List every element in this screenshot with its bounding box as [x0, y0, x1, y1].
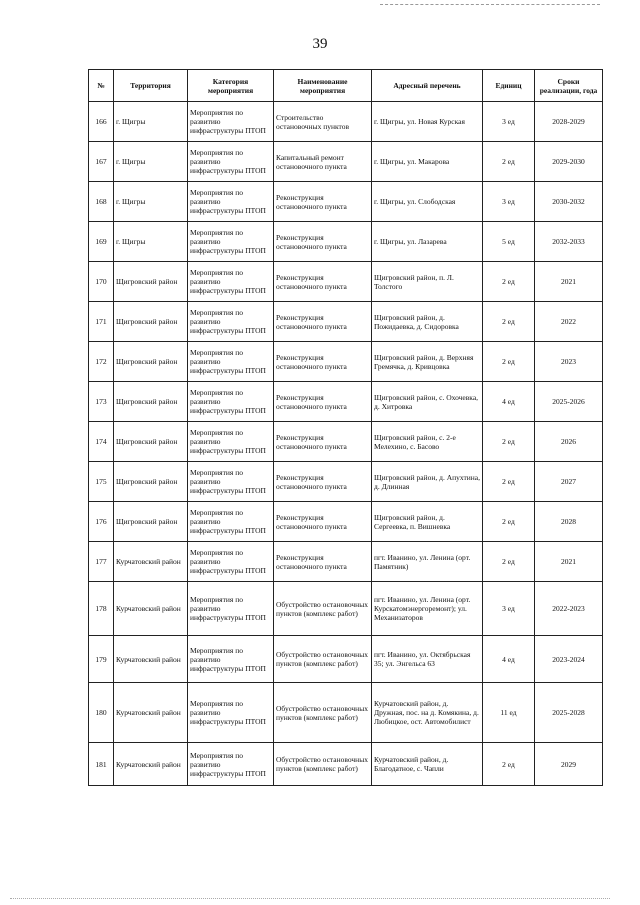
cell-units: 2 ед: [483, 342, 535, 382]
header-territory: Территория: [114, 70, 188, 102]
cell-address: Щигровский район, с. 2-е Мелехино, с. Басово: [372, 422, 483, 462]
cell-territory: г. Щигры: [114, 182, 188, 222]
table-row: [89, 142, 603, 182]
cell-name: Обустройство остановочных пунктов (комплекс работ): [274, 683, 372, 743]
cell-units: 2 ед: [483, 422, 535, 462]
cell-category: Мероприятия по развитию инфраструктуры ПТОП: [188, 542, 274, 582]
header-category: Категория мероприятия: [188, 70, 274, 102]
cell-name: Реконструкция остановочного пункта: [274, 502, 372, 542]
cell-address: г. Щигры, ул. Новая Курская: [372, 102, 483, 142]
cell-num: 168: [89, 182, 114, 222]
cell-territory: г. Щигры: [114, 142, 188, 182]
table-row: [89, 102, 603, 142]
cell-num: 175: [89, 462, 114, 502]
cell-territory: Щигровский район: [114, 422, 188, 462]
cell-num: 174: [89, 422, 114, 462]
header-num: №: [89, 70, 114, 102]
cell-category: Мероприятия по развитию инфраструктуры ПТОП: [188, 222, 274, 262]
cell-name: Строительство остановочных пунктов: [274, 102, 372, 142]
cell-address: пгт. Иванино, ул. Ленина (орт. Курскатомэнергоремонт); ул. Механизаторов: [372, 582, 483, 636]
cell-territory: г. Щигры: [114, 102, 188, 142]
cell-num: 171: [89, 302, 114, 342]
header-units: Единиц: [483, 70, 535, 102]
table-header-row: [89, 70, 603, 102]
table-row: [89, 542, 603, 582]
cell-dates: 2025-2026: [535, 382, 603, 422]
cell-address: Курчатовский район, д. Дружная, пос. на д. Комякина, д. Любицкое, ост. Автомобилист: [372, 683, 483, 743]
cell-name: Реконструкция остановочного пункта: [274, 302, 372, 342]
page-number: 39: [312, 36, 328, 52]
cell-territory: Щигровский район: [114, 262, 188, 302]
cell-name: Реконструкция остановочного пункта: [274, 462, 372, 502]
cell-category: Мероприятия по развитию инфраструктуры ПТОП: [188, 102, 274, 142]
cell-address: Щигровский район, д. Верхняя Гремячка, д. Кривцовка: [372, 342, 483, 382]
cell-num: 180: [89, 683, 114, 743]
table-row: [89, 182, 603, 222]
cell-name: Обустройство остановочных пунктов (комплекс работ): [274, 743, 372, 786]
cell-dates: 2025-2028: [535, 683, 603, 743]
table-row: [89, 582, 603, 636]
cell-address: Щигровский район, д. Сергеевка, п. Вишневка: [372, 502, 483, 542]
header-name: Наименование мероприятия: [274, 70, 372, 102]
cell-territory: Курчатовский район: [114, 542, 188, 582]
cell-category: Мероприятия по развитию инфраструктуры ПТОП: [188, 182, 274, 222]
cell-territory: Щигровский район: [114, 302, 188, 342]
cell-name: Реконструкция остановочного пункта: [274, 342, 372, 382]
cell-num: 170: [89, 262, 114, 302]
cell-category: Мероприятия по развитию инфраструктуры ПТОП: [188, 502, 274, 542]
cell-dates: 2022: [535, 302, 603, 342]
cell-units: 2 ед: [483, 502, 535, 542]
cell-address: Щигровский район, п. Л. Толстого: [372, 262, 483, 302]
cell-num: 172: [89, 342, 114, 382]
header-dates: Сроки реализации, года: [535, 70, 603, 102]
cell-units: 5 ед: [483, 222, 535, 262]
cell-num: 173: [89, 382, 114, 422]
table-row: [89, 683, 603, 743]
cell-num: 178: [89, 582, 114, 636]
table-row: [89, 302, 603, 342]
cell-units: 3 ед: [483, 182, 535, 222]
table-row: [89, 382, 603, 422]
cell-category: Мероприятия по развитию инфраструктуры ПТОП: [188, 262, 274, 302]
scan-edge-mark: [10, 898, 610, 899]
cell-address: пгт. Иванино, ул. Октябрьская 35; ул. Энгельса 63: [372, 636, 483, 683]
cell-dates: 2023: [535, 342, 603, 382]
cell-category: Мероприятия по развитию инфраструктуры ПТОП: [188, 683, 274, 743]
cell-dates: 2028-2029: [535, 102, 603, 142]
cell-dates: 2027: [535, 462, 603, 502]
cell-category: Мероприятия по развитию инфраструктуры ПТОП: [188, 462, 274, 502]
cell-num: 167: [89, 142, 114, 182]
cell-num: 179: [89, 636, 114, 683]
cell-category: Мероприятия по развитию инфраструктуры ПТОП: [188, 582, 274, 636]
cell-category: Мероприятия по развитию инфраструктуры ПТОП: [188, 382, 274, 422]
cell-address: г. Щигры, ул. Макарова: [372, 142, 483, 182]
cell-address: Щигровский район, д. Пожидаевка, д. Сидоровка: [372, 302, 483, 342]
cell-territory: Щигровский район: [114, 462, 188, 502]
cell-category: Мероприятия по развитию инфраструктуры ПТОП: [188, 342, 274, 382]
cell-territory: г. Щигры: [114, 222, 188, 262]
cell-address: пгт. Иванино, ул. Ленина (орт. Памятник): [372, 542, 483, 582]
header-address: Адресный перечень: [372, 70, 483, 102]
cell-dates: 2026: [535, 422, 603, 462]
cell-units: 11 ед: [483, 683, 535, 743]
cell-address: Щигровский район, д. Апухтина, д. Длинная: [372, 462, 483, 502]
cell-num: 169: [89, 222, 114, 262]
cell-units: 3 ед: [483, 102, 535, 142]
cell-territory: Щигровский район: [114, 502, 188, 542]
cell-dates: 2028: [535, 502, 603, 542]
cell-name: Реконструкция остановочного пункта: [274, 422, 372, 462]
cell-dates: 2032-2033: [535, 222, 603, 262]
table-row: [89, 462, 603, 502]
cell-num: 177: [89, 542, 114, 582]
cell-num: 176: [89, 502, 114, 542]
cell-name: Реконструкция остановочного пункта: [274, 542, 372, 582]
cell-address: Щигровский район, с. Охочевка, д. Хитровка: [372, 382, 483, 422]
cell-address: Курчатовский район, д. Благодатное, с. Чапли: [372, 743, 483, 786]
cell-units: 2 ед: [483, 462, 535, 502]
cell-units: 2 ед: [483, 542, 535, 582]
cell-dates: 2021: [535, 542, 603, 582]
measures-table: [88, 69, 603, 786]
cell-name: Обустройство остановочных пунктов (комплекс работ): [274, 582, 372, 636]
cell-units: 2 ед: [483, 142, 535, 182]
cell-units: 4 ед: [483, 636, 535, 683]
cell-territory: Курчатовский район: [114, 636, 188, 683]
cell-name: Реконструкция остановочного пункта: [274, 262, 372, 302]
table-row: [89, 743, 603, 786]
cell-name: Капитальный ремонт остановочного пункта: [274, 142, 372, 182]
cell-name: Реконструкция остановочного пункта: [274, 382, 372, 422]
cell-territory: Щигровский район: [114, 382, 188, 422]
table-row: [89, 502, 603, 542]
table-row: [89, 222, 603, 262]
cell-category: Мероприятия по развитию инфраструктуры ПТОП: [188, 422, 274, 462]
cell-category: Мероприятия по развитию инфраструктуры ПТОП: [188, 636, 274, 683]
cell-dates: 2029-2030: [535, 142, 603, 182]
cell-num: 166: [89, 102, 114, 142]
cell-address: г. Щигры, ул. Лазарева: [372, 222, 483, 262]
table-row: [89, 342, 603, 382]
scan-edge-mark: [380, 4, 600, 5]
cell-name: Реконструкция остановочного пункта: [274, 222, 372, 262]
cell-address: г. Щигры, ул. Слободская: [372, 182, 483, 222]
cell-territory: Курчатовский район: [114, 582, 188, 636]
cell-category: Мероприятия по развитию инфраструктуры ПТОП: [188, 743, 274, 786]
cell-name: Обустройство остановочных пунктов (комплекс работ): [274, 636, 372, 683]
cell-territory: Курчатовский район: [114, 683, 188, 743]
cell-units: 2 ед: [483, 302, 535, 342]
cell-name: Реконструкция остановочного пункта: [274, 182, 372, 222]
cell-territory: Щигровский район: [114, 342, 188, 382]
cell-dates: 2023-2024: [535, 636, 603, 683]
cell-units: 3 ед: [483, 582, 535, 636]
table-row: [89, 636, 603, 683]
cell-units: 2 ед: [483, 262, 535, 302]
cell-dates: 2030-2032: [535, 182, 603, 222]
cell-territory: Курчатовский район: [114, 743, 188, 786]
cell-dates: 2021: [535, 262, 603, 302]
cell-dates: 2022-2023: [535, 582, 603, 636]
table-row: [89, 422, 603, 462]
cell-units: 4 ед: [483, 382, 535, 422]
table-body: [89, 102, 603, 786]
cell-dates: 2029: [535, 743, 603, 786]
cell-units: 2 ед: [483, 743, 535, 786]
table-row: [89, 262, 603, 302]
cell-category: Мероприятия по развитию инфраструктуры ПТОП: [188, 142, 274, 182]
cell-category: Мероприятия по развитию инфраструктуры ПТОП: [188, 302, 274, 342]
cell-num: 181: [89, 743, 114, 786]
